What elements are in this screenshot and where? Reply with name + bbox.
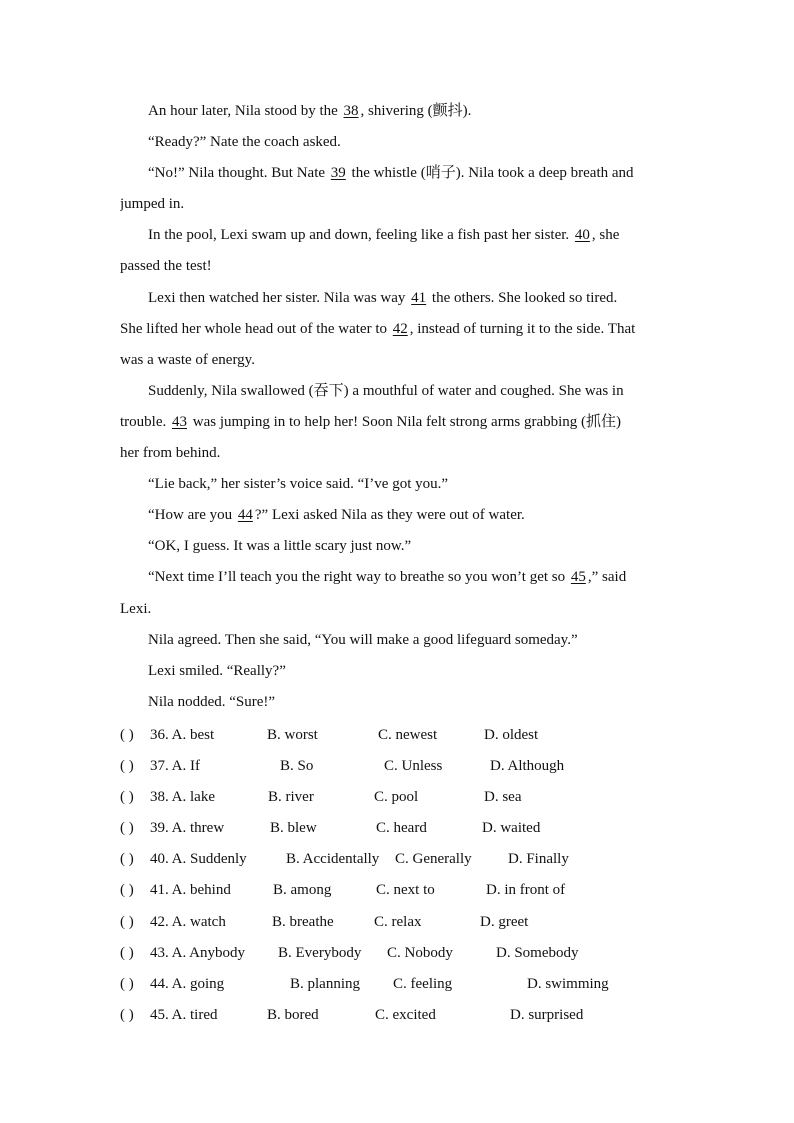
blank-43: 43 — [172, 413, 187, 430]
option-a: 45. A. tired — [150, 1006, 218, 1023]
passage-text: Nila agreed. Then she said, “You will make a good lifeguard someday.” — [148, 631, 578, 648]
option-a: 43. A. Anybody — [150, 944, 246, 961]
option-b: B. So — [280, 758, 314, 775]
option-c: C. pool — [374, 789, 419, 806]
passage-text: Suddenly, Nila swallowed (吞下) a mouthful of water and coughed. She was in — [148, 382, 624, 399]
passage-text: was jumping in to help her! Soon Nila felt strong arms grabbing (抓住) — [192, 413, 622, 430]
option-d: D. Although — [490, 758, 565, 775]
question-row — [120, 751, 680, 782]
passage-line — [120, 314, 680, 345]
passage-line — [120, 189, 680, 220]
passage-text: In the pool, Lexi swam up and down, feeling like a fish past her sister. — [148, 227, 570, 244]
passage-text: passed the test! — [120, 258, 212, 275]
option-c: C. excited — [375, 1006, 436, 1023]
option-a: 40. A. Suddenly — [150, 851, 247, 868]
option-b: B. planning — [290, 975, 360, 992]
blank-44: 44 — [237, 507, 253, 524]
option-b: B. blew — [270, 820, 317, 837]
option-d: D. in front of — [486, 882, 566, 899]
passage-text: trouble. — [120, 413, 167, 430]
blank-41: 41 — [411, 289, 427, 306]
passage-text: ?” Lexi asked Nila as they were out of water. — [254, 507, 525, 524]
passage-line — [120, 407, 680, 438]
passage-line — [120, 438, 680, 469]
option-d: D. oldest — [484, 727, 539, 743]
passage-text: “OK, I guess. It was a little scary just now.” — [148, 538, 412, 555]
passage-text: An hour later, Nila stood by the — [148, 103, 338, 119]
question-row — [120, 813, 680, 844]
option-c: C. Nobody — [387, 944, 453, 961]
passage-text: jumped in. — [120, 196, 185, 213]
question-row — [120, 969, 680, 1000]
option-c: C. Unless — [384, 758, 443, 775]
question-row — [120, 1000, 680, 1031]
option-b: B. worst — [267, 727, 318, 743]
passage-line — [120, 158, 680, 189]
option-a: 42. A. watch — [150, 913, 226, 930]
question-row — [120, 782, 680, 813]
answer-paren[interactable]: ( ) — [120, 820, 134, 837]
option-b: B. among — [273, 882, 332, 899]
option-b: B. breathe — [272, 913, 334, 930]
option-c: C. Generally — [395, 851, 472, 868]
passage-line — [120, 96, 680, 127]
passage-text: Nila nodded. “Sure!” — [148, 693, 276, 710]
passage-line — [120, 345, 680, 376]
question-row — [120, 844, 680, 875]
passage-text: Lexi smiled. “Really?” — [148, 662, 286, 679]
option-b: B. bored — [267, 1006, 319, 1023]
passage-text: “No!” Nila thought. But Nate — [148, 165, 326, 182]
option-d: D. surprised — [510, 1006, 584, 1023]
answer-paren[interactable]: ( ) — [120, 758, 134, 775]
option-d: D. Finally — [508, 851, 569, 868]
option-a: 37. A. If — [150, 758, 200, 775]
blank-42: 42 — [392, 320, 408, 337]
passage-line — [120, 220, 680, 251]
question-row — [120, 720, 680, 751]
passage-text: “How are you — [148, 507, 233, 524]
passage-text: “Next time I’ll teach you the right way to breathe so you won’t get so — [148, 569, 566, 586]
option-d: D. sea — [484, 789, 522, 806]
question-list — [120, 720, 680, 1031]
answer-paren[interactable]: ( ) — [120, 975, 134, 992]
option-c: C. newest — [378, 727, 438, 743]
passage-line — [120, 469, 680, 500]
option-d: D. greet — [480, 913, 529, 930]
option-c: C. next to — [376, 882, 435, 899]
passage-text: was a waste of energy. — [120, 351, 255, 368]
option-d: D. Somebody — [496, 944, 579, 961]
question-row — [120, 875, 680, 906]
passage-line — [120, 283, 680, 314]
passage-text: ,” said — [587, 569, 627, 586]
passage-line — [120, 500, 680, 531]
option-d: D. waited — [482, 820, 541, 837]
passage-line — [120, 687, 680, 718]
answer-paren[interactable]: ( ) — [120, 944, 134, 961]
option-c: C. relax — [374, 913, 422, 930]
passage-line — [120, 562, 680, 593]
question-row — [120, 907, 680, 938]
passage — [120, 96, 680, 718]
answer-paren[interactable]: ( ) — [120, 882, 134, 899]
answer-paren[interactable]: ( ) — [120, 727, 134, 743]
option-a: 38. A. lake — [150, 789, 215, 806]
option-c: C. feeling — [393, 975, 453, 992]
passage-text: the others. She looked so tired. — [431, 289, 618, 306]
option-a: 36. A. best — [150, 727, 215, 743]
blank-40: 40 — [574, 227, 590, 244]
passage-line — [120, 376, 680, 407]
option-a: 44. A. going — [150, 975, 225, 992]
passage-text: her from behind. — [120, 445, 221, 462]
passage-text: , she — [591, 227, 620, 244]
passage-line — [120, 625, 680, 656]
option-a: 39. A. threw — [150, 820, 225, 837]
passage-text: Lexi then watched her sister. Nila was way — [148, 289, 406, 306]
option-b: B. Accidentally — [286, 851, 380, 868]
answer-paren[interactable]: ( ) — [120, 789, 134, 806]
question-row — [120, 938, 680, 969]
blank-38: 38 — [343, 103, 359, 119]
passage-text: the whistle (哨子). Nila took a deep breath and — [351, 165, 634, 182]
passage-text: “Lie back,” her sister’s voice said. “I’ve got you.” — [148, 476, 449, 493]
passage-line — [120, 127, 680, 158]
option-a: 41. A. behind — [150, 882, 231, 899]
passage-text: She lifted her whole head out of the water to — [120, 320, 387, 337]
passage-line — [120, 656, 680, 687]
answer-paren[interactable]: ( ) — [120, 1006, 134, 1023]
blank-45: 45 — [570, 569, 586, 586]
passage-text: “Ready?” Nate the coach asked. — [148, 134, 341, 151]
passage-line — [120, 251, 680, 282]
passage-text: Lexi. — [120, 600, 152, 617]
blank-39: 39 — [330, 165, 346, 182]
option-b: B. Everybody — [278, 944, 362, 961]
passage-text: , shivering (颤抖). — [360, 103, 472, 119]
option-d: D. swimming — [527, 975, 609, 992]
passage-line — [120, 531, 680, 562]
passage-text: , instead of turning it to the side. That — [409, 320, 636, 337]
answer-paren[interactable]: ( ) — [120, 913, 134, 930]
passage-line — [120, 594, 680, 625]
answer-paren[interactable]: ( ) — [120, 851, 134, 868]
option-b: B. river — [268, 789, 314, 806]
option-c: C. heard — [376, 820, 427, 837]
